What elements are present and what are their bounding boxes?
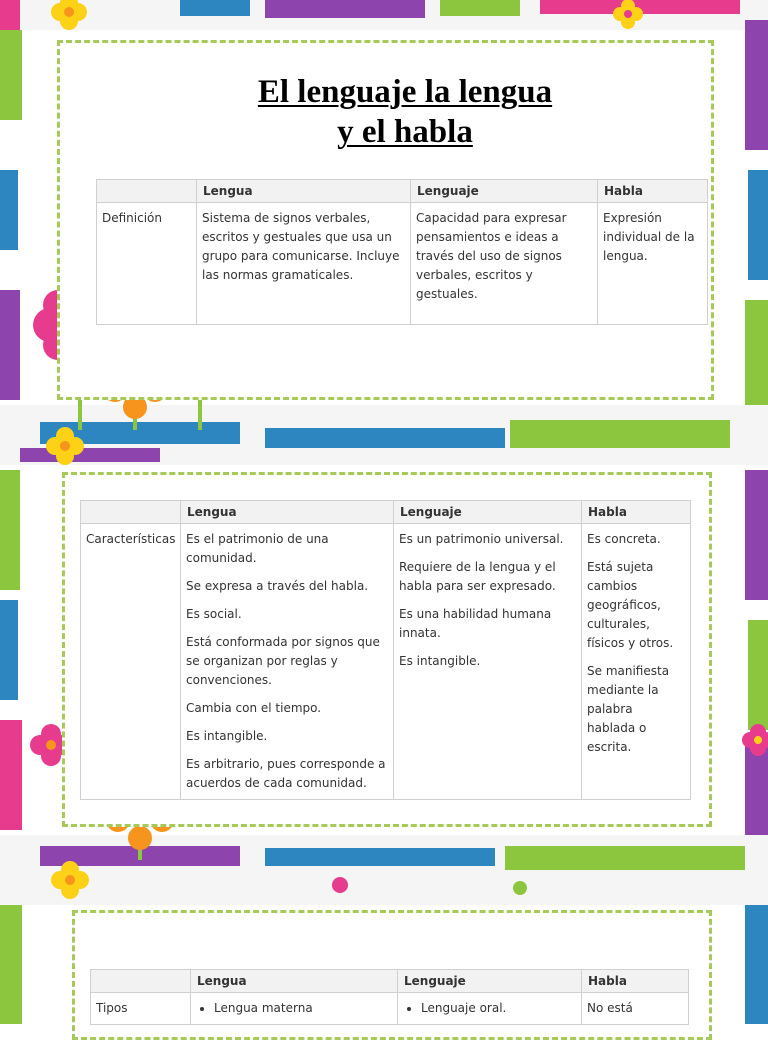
table-row	[97, 203, 708, 325]
list-item: Está sujeta cambios geográficos, culturales, físicos y otros.	[587, 560, 674, 650]
list-item: Es una habilidad humana innata.	[399, 607, 552, 640]
page-title-line-1: El lenguaje la lengua	[257, 74, 553, 110]
list-item: • Lengua materna	[214, 999, 391, 1018]
page-title-line-2: y el habla	[337, 114, 473, 150]
cell-lenguaje: Capacidad para expresar pensamientos e ideas a través del uso de signos verbales, escritos y gestuales.	[411, 203, 598, 325]
list-item: Es el patrimonio de una comunidad.	[186, 532, 329, 565]
table-header-empty	[97, 180, 197, 203]
list-item: Se expresa a través del habla.	[186, 579, 369, 593]
cell-habla: No está	[582, 993, 689, 1025]
list-item: Cambia con el tiempo.	[186, 701, 322, 715]
list-item: Se manifiesta mediante la palabra hablada o escrita.	[587, 664, 670, 754]
list-item: Es arbitrario, pues corresponde a acuerdos de cada comunidad.	[186, 757, 386, 790]
list-item: Está conformada por signos que se organizan por reglas y convenciones.	[186, 635, 380, 687]
cell-habla	[582, 524, 691, 800]
list-item: Es un patrimonio universal.	[399, 532, 564, 546]
table-header-empty	[81, 501, 181, 524]
table-header-row	[81, 501, 691, 524]
row-label: Tipos	[91, 993, 191, 1025]
row-label: Definición	[97, 203, 197, 325]
cell-lenguaje	[398, 993, 582, 1025]
list-item: Requiere de la lengua y el habla para ser expresado.	[399, 560, 556, 593]
cell-lengua	[191, 993, 398, 1025]
table-header-row	[91, 970, 689, 993]
table-row	[81, 524, 691, 800]
page-title	[150, 72, 660, 152]
table-header-habla: Habla	[582, 970, 689, 993]
table-header-lengua: Lengua	[197, 180, 411, 203]
cell-lengua	[181, 524, 394, 800]
cell-lengua: Sistema de signos verbales, escritos y gestuales que usa un grupo para comunicarse. Incluye las normas gramaticales.	[197, 203, 411, 325]
table-header-lenguaje: Lenguaje	[411, 180, 598, 203]
table-header-row	[97, 180, 708, 203]
cell-lenguaje	[394, 524, 582, 800]
list-item: Es intangible.	[399, 654, 481, 668]
table-header-habla: Habla	[582, 501, 691, 524]
list-item: Es social.	[186, 607, 242, 621]
list-item: Es intangible.	[186, 729, 268, 743]
table-header-lenguaje: Lenguaje	[398, 970, 582, 993]
table-header-habla: Habla	[598, 180, 708, 203]
table-header-lengua: Lengua	[181, 501, 394, 524]
cell-habla: Expresión individual de la lengua.	[598, 203, 708, 325]
tipos-table	[90, 969, 689, 1025]
definicion-table	[96, 179, 708, 325]
table-row	[91, 993, 689, 1025]
table-header-lenguaje: Lenguaje	[394, 501, 582, 524]
table-header-empty	[91, 970, 191, 993]
row-label: Características	[81, 524, 181, 800]
table-header-lengua: Lengua	[191, 970, 398, 993]
list-item: • Lenguaje oral.	[421, 999, 575, 1018]
list-item: Es concreta.	[587, 532, 661, 546]
caracteristicas-table	[80, 500, 691, 800]
